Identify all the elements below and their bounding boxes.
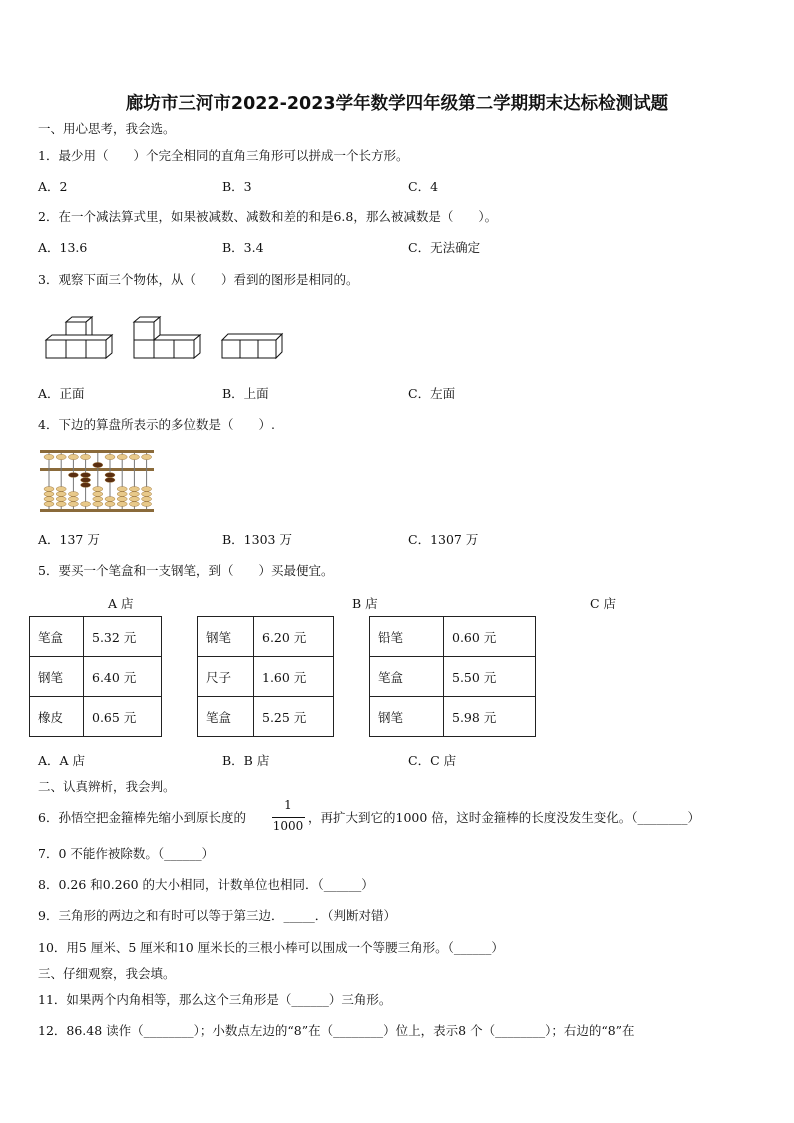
table-row: [370, 657, 536, 697]
abacus-figure: [40, 448, 156, 514]
question-11: 11．如果两个内角相等，那么这个三角形是（______）三角形。: [38, 992, 392, 1007]
question-3: 3．观察下面三个物体，从（ ）看到的图形是相同的。: [38, 272, 359, 287]
section-1-heading: 一、用心思考，我会选。: [38, 121, 176, 136]
q4-option-a: A．137 万: [38, 532, 100, 547]
abacus-bead: [129, 487, 139, 492]
table-cell: 钢笔: [30, 657, 84, 697]
table-cell: 5.25 元: [254, 697, 334, 737]
abacus-bead: [93, 492, 103, 497]
table-cell: 6.40 元: [84, 657, 162, 697]
question-12: 12．86.48 读作（________）；小数点左边的“8”在（________）位上，表示8 个（________）；右边的“8”在: [38, 1023, 635, 1038]
abacus-bead: [56, 454, 66, 459]
q3-option-a: A．正面: [38, 386, 85, 401]
table-row: [30, 617, 162, 657]
price-table-c: [369, 616, 536, 737]
abacus-bead: [81, 502, 91, 507]
q2-option-b: B．3.4: [222, 240, 264, 255]
table-cell: 尺子: [198, 657, 254, 697]
abacus-bead: [117, 487, 127, 492]
table-row: [198, 697, 334, 737]
abacus-bead: [68, 473, 78, 478]
table-cell: 笔盒: [198, 697, 254, 737]
abacus-bead: [93, 462, 103, 467]
abacus-bead: [56, 497, 66, 502]
abacus-bead: [142, 454, 152, 459]
q1-option-a: A．2: [38, 179, 68, 194]
price-table-a: [29, 616, 162, 737]
q2-option-a: A．13.6: [38, 240, 88, 255]
cube-object-2: [134, 317, 200, 358]
abacus-bead: [105, 478, 115, 483]
fraction-denominator: 1000: [272, 819, 304, 833]
q3-option-c: C．左面: [408, 386, 456, 401]
abacus-bead: [81, 473, 91, 478]
q2-option-c: C．无法确定: [408, 240, 481, 255]
table-cell: 1.60 元: [254, 657, 334, 697]
abacus-bead: [68, 492, 78, 497]
abacus-bead: [129, 497, 139, 502]
abacus-bottom-frame: [40, 509, 154, 512]
abacus-bead: [117, 502, 127, 507]
abacus-bead: [44, 487, 54, 492]
question-8: 8．0.26 和0.260 的大小相同，计数单位也相同．（______）: [38, 877, 374, 892]
abacus-bead: [117, 454, 127, 459]
store-b-label: B 店: [352, 596, 378, 611]
abacus-bead: [129, 454, 139, 459]
abacus-bead: [105, 454, 115, 459]
abacus-bead: [93, 497, 103, 502]
abacus-bead: [68, 497, 78, 502]
table-row: [30, 657, 162, 697]
question-1: 1．最少用（ ）个完全相同的直角三角形可以拼成一个长方形。: [38, 148, 409, 163]
q1-option-b: B．3: [222, 179, 252, 194]
table-cell: 5.98 元: [444, 697, 536, 737]
question-6-suffix: ，再扩大到它的1000 倍，这时金箍棒的长度没发生变化。（________）: [308, 810, 701, 825]
table-row: [198, 617, 334, 657]
abacus-bead: [44, 497, 54, 502]
q4-option-c: C．1307 万: [408, 532, 479, 547]
table-cell: 笔盒: [370, 657, 444, 697]
abacus-bead: [93, 502, 103, 507]
fraction-numerator: 1: [284, 798, 292, 812]
abacus-bead: [44, 502, 54, 507]
abacus-bead: [56, 492, 66, 497]
q1-option-c: C．4: [408, 179, 439, 194]
question-4: 4．下边的算盘所表示的多位数是（ ）.: [38, 417, 275, 432]
store-c-label: C 店: [590, 596, 617, 611]
page-title: 廊坊市三河市2022-2023学年数学四年级第二学期期末达标检测试题: [125, 94, 669, 114]
abacus-bead: [129, 492, 139, 497]
table-cell: 钢笔: [370, 697, 444, 737]
question-6-prefix: 6．孙悟空把金箍棒先缩小到原长度的: [38, 810, 246, 825]
table-cell: 6.20 元: [254, 617, 334, 657]
abacus-bead: [68, 502, 78, 507]
abacus-bead: [105, 473, 115, 478]
cube-object-3: [222, 334, 282, 358]
table-row: [370, 617, 536, 657]
table-cell: 0.60 元: [444, 617, 536, 657]
table-row: [30, 697, 162, 737]
q4-option-b: B．1303 万: [222, 532, 292, 547]
question-5: 5．要买一个笔盒和一支钢笔，到（ ）买最便宜。: [38, 563, 334, 578]
q5-option-a: A．A 店: [38, 753, 86, 768]
abacus-bead: [142, 497, 152, 502]
table-row: [370, 697, 536, 737]
cube-objects-figure: [44, 314, 294, 364]
abacus-bead: [117, 497, 127, 502]
abacus-top-frame: [40, 450, 154, 453]
q5-option-b: B．B 店: [222, 753, 270, 768]
table-cell: 5.50 元: [444, 657, 536, 697]
question-7: 7．0 不能作被除数。（______）: [38, 846, 215, 861]
abacus-bead: [68, 454, 78, 459]
abacus-bead: [81, 478, 91, 483]
table-cell: 橡皮: [30, 697, 84, 737]
abacus-bead: [81, 454, 91, 459]
abacus-bead: [117, 492, 127, 497]
abacus-bead: [142, 487, 152, 492]
abacus-bead: [81, 483, 91, 488]
abacus-bead: [44, 492, 54, 497]
q3-option-b: B．上面: [222, 386, 269, 401]
fraction-bar: [272, 817, 305, 818]
question-10: 10．用5 厘米、5 厘米和10 厘米长的三根小棒可以围成一个等腰三角形。（______）: [38, 940, 504, 955]
price-table-b: [197, 616, 334, 737]
table-cell: 0.65 元: [84, 697, 162, 737]
store-a-label: A 店: [108, 596, 134, 611]
abacus-bead: [56, 502, 66, 507]
abacus-beam: [40, 468, 154, 471]
abacus-bead: [105, 502, 115, 507]
abacus-bead: [93, 487, 103, 492]
question-2: 2．在一个减法算式里，如果被减数、减数和差的和是6.8，那么被减数是（ ）。: [38, 209, 498, 224]
abacus-bead: [105, 497, 115, 502]
abacus-bead: [44, 454, 54, 459]
q5-option-c: C．C 店: [408, 753, 457, 768]
section-3-heading: 三、仔细观察，我会填。: [38, 966, 176, 981]
table-cell: 铅笔: [370, 617, 444, 657]
section-2-heading: 二、认真辨析，我会判。: [38, 779, 176, 794]
abacus-bead: [56, 487, 66, 492]
cube-object-1: [46, 317, 112, 358]
table-cell: 笔盒: [30, 617, 84, 657]
table-row: [198, 657, 334, 697]
table-cell: 钢笔: [198, 617, 254, 657]
abacus-bead: [142, 502, 152, 507]
table-cell: 5.32 元: [84, 617, 162, 657]
abacus-bead: [142, 492, 152, 497]
abacus-bead: [129, 502, 139, 507]
question-9: 9．三角形的两边之和有时可以等于第三边．_____．（判断对错）: [38, 908, 396, 923]
